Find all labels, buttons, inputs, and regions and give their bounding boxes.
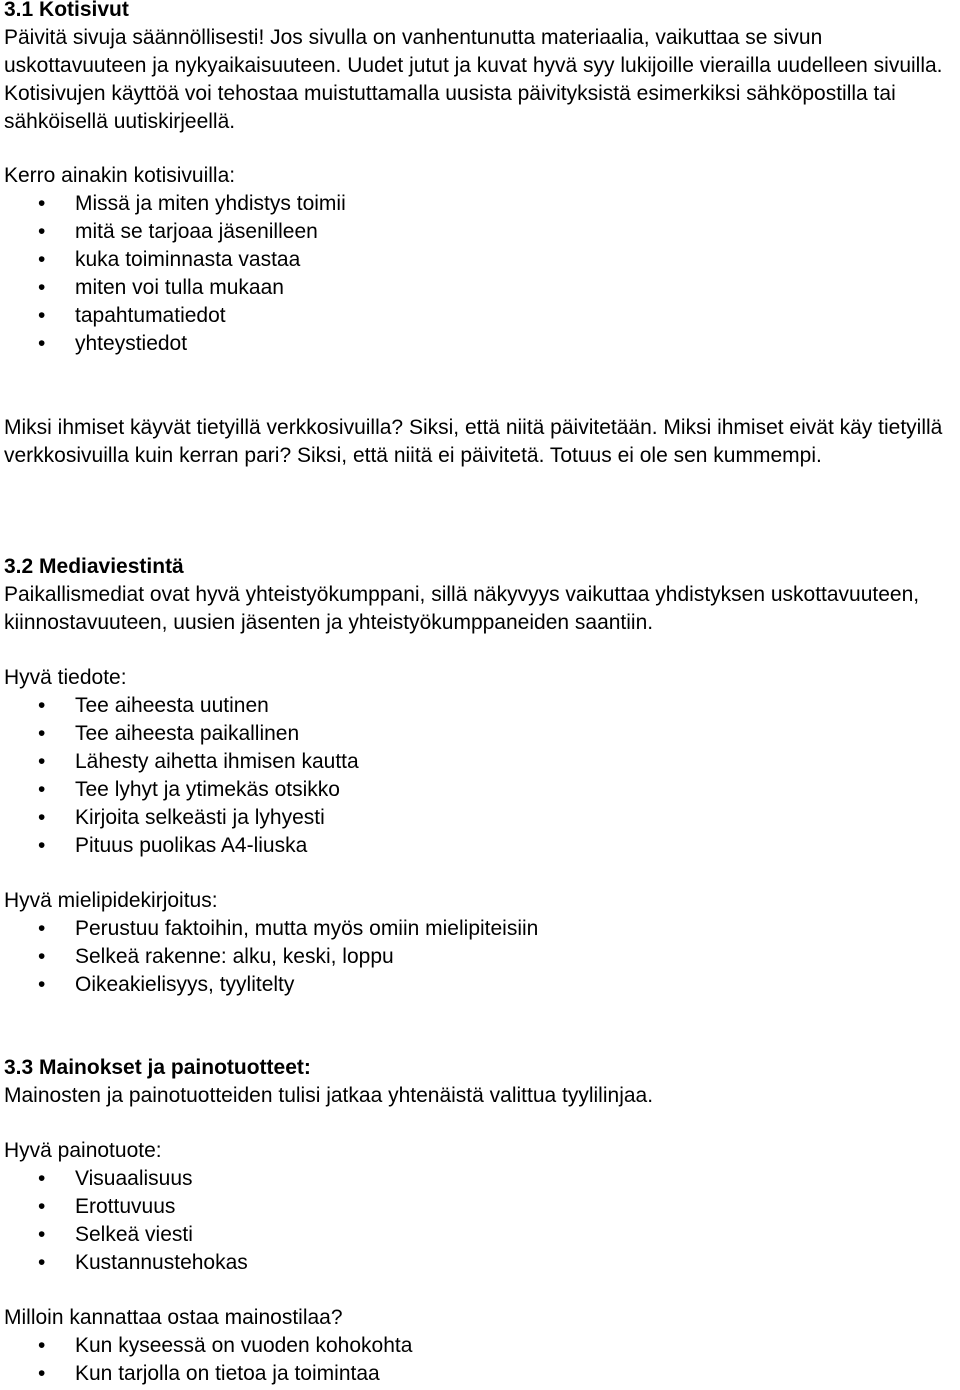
list-item: • Kun tarjolla on tietoa ja toimintaa xyxy=(4,1360,958,1388)
bullet-icon: • xyxy=(38,834,46,857)
bullet-icon: • xyxy=(38,1251,46,1274)
kotisivut-list xyxy=(4,190,958,358)
list-item: • Pituus puolikas A4-liuska xyxy=(4,832,958,860)
bullet-icon: • xyxy=(38,1195,46,1218)
list-intro: Hyvä mielipidekirjoitus: xyxy=(4,889,218,912)
list-item: • Oikeakielisyys, tyylitelty xyxy=(4,971,958,999)
section-body: Päivitä sivuja säännöllisesti! Jos sivulla on vanhentunutta materiaalia, vaikuttaa se sivun uskottavuuteen ja nykyaikaisuuteen. Uudet jutut ja kuvat hyvä syy lukijoille vierailla uudelleen sivuilla. Kotisivujen käyttöä voi tehostaa muistuttamalla uusista päivityksistä esimerkiksi sähköpostilla tai sähköisellä uutiskirjeellä. xyxy=(4,26,943,133)
list-item: • mitä se tarjoaa jäsenilleen xyxy=(4,218,958,246)
painotuote-list-block xyxy=(4,1137,958,1277)
list-item: • Kirjoita selkeästi ja lyhyesti xyxy=(4,804,958,832)
list-item: • Kustannustehokas xyxy=(4,1249,958,1277)
bullet-icon: • xyxy=(38,332,46,355)
bullet-icon: • xyxy=(38,1334,46,1357)
list-item: • Lähesty aihetta ihmisen kautta xyxy=(4,748,958,776)
list-item: • Selkeä rakenne: alku, keski, loppu xyxy=(4,943,958,971)
bullet-icon: • xyxy=(38,1167,46,1190)
bullet-icon: • xyxy=(38,778,46,801)
bullet-icon: • xyxy=(38,1362,46,1385)
bullet-icon: • xyxy=(38,304,46,327)
bullet-icon: • xyxy=(38,276,46,299)
list-item: • Kun kyseessä on vuoden kohokohta xyxy=(4,1332,958,1360)
section-mainokset xyxy=(4,1054,958,1110)
section-mediaviestinta xyxy=(4,553,958,637)
list-item: • Erottuvuus xyxy=(4,1193,958,1221)
bullet-icon: • xyxy=(38,806,46,829)
bullet-icon: • xyxy=(38,1223,46,1246)
mielipide-list-block xyxy=(4,887,958,999)
list-intro: Kerro ainakin kotisivuilla: xyxy=(4,164,236,187)
painotuote-list xyxy=(4,1165,958,1277)
section-title: 3.3 Mainokset ja painotuotteet: xyxy=(4,1056,311,1079)
list-item: • Visuaalisuus xyxy=(4,1165,958,1193)
section-kotisivut xyxy=(4,0,958,136)
list-item: • Perustuu faktoihin, mutta myös omiin mielipiteisiin xyxy=(4,915,958,943)
section-body: Mainosten ja painotuotteiden tulisi jatkaa yhtenäistä valittua tyylilinjaa. xyxy=(4,1084,654,1107)
list-item: • Tee lyhyt ja ytimekäs otsikko xyxy=(4,776,958,804)
mielipide-list xyxy=(4,915,958,999)
list-item: • Missä ja miten yhdistys toimii xyxy=(4,190,958,218)
list-intro: Hyvä tiedote: xyxy=(4,666,127,689)
bullet-icon: • xyxy=(38,945,46,968)
section-body: Paikallismediat ovat hyvä yhteistyökumppani, sillä näkyvyys vaikuttaa yhdistyksen uskottavuuteen, kiinnostavuuteen, uusien jäsenten ja yhteistyökumppaneiden saantiin. xyxy=(4,583,920,634)
bullet-icon: • xyxy=(38,722,46,745)
tiedote-list xyxy=(4,692,958,860)
bullet-icon: • xyxy=(38,220,46,243)
tiedote-list-block xyxy=(4,664,958,860)
list-item: • kuka toiminnasta vastaa xyxy=(4,246,958,274)
list-item: • tapahtumatiedot xyxy=(4,302,958,330)
list-item: • Selkeä viesti xyxy=(4,1221,958,1249)
list-item: • Tee aiheesta paikallinen xyxy=(4,720,958,748)
closing-paragraph: Miksi ihmiset käyvät tietyillä verkkosivuilla? Siksi, että niitä päivitetään. Miksi ihmiset eivät käy tietyillä verkkosivuilla kuin kerran pari? Siksi, että niitä ei päivitetä. Totuus ei ole sen kummempi. xyxy=(4,416,943,467)
kotisivut-list-block xyxy=(4,162,958,358)
bullet-icon: • xyxy=(38,973,46,996)
bullet-icon: • xyxy=(38,917,46,940)
bullet-icon: • xyxy=(38,694,46,717)
list-item: • miten voi tulla mukaan xyxy=(4,274,958,302)
list-intro: Hyvä painotuote: xyxy=(4,1139,162,1162)
list-item: • yhteystiedot xyxy=(4,330,958,358)
bullet-icon: • xyxy=(38,248,46,271)
section-title: 3.1 Kotisivut xyxy=(4,0,129,21)
list-intro: Milloin kannattaa ostaa mainostilaa? xyxy=(4,1306,343,1329)
kotisivut-closing xyxy=(4,414,958,470)
mainostila-list xyxy=(4,1332,958,1388)
list-item: • Tee aiheesta uutinen xyxy=(4,692,958,720)
bullet-icon: • xyxy=(38,750,46,773)
section-title: 3.2 Mediaviestintä xyxy=(4,555,184,578)
bullet-icon: • xyxy=(38,192,46,215)
mainostila-list-block xyxy=(4,1304,958,1388)
